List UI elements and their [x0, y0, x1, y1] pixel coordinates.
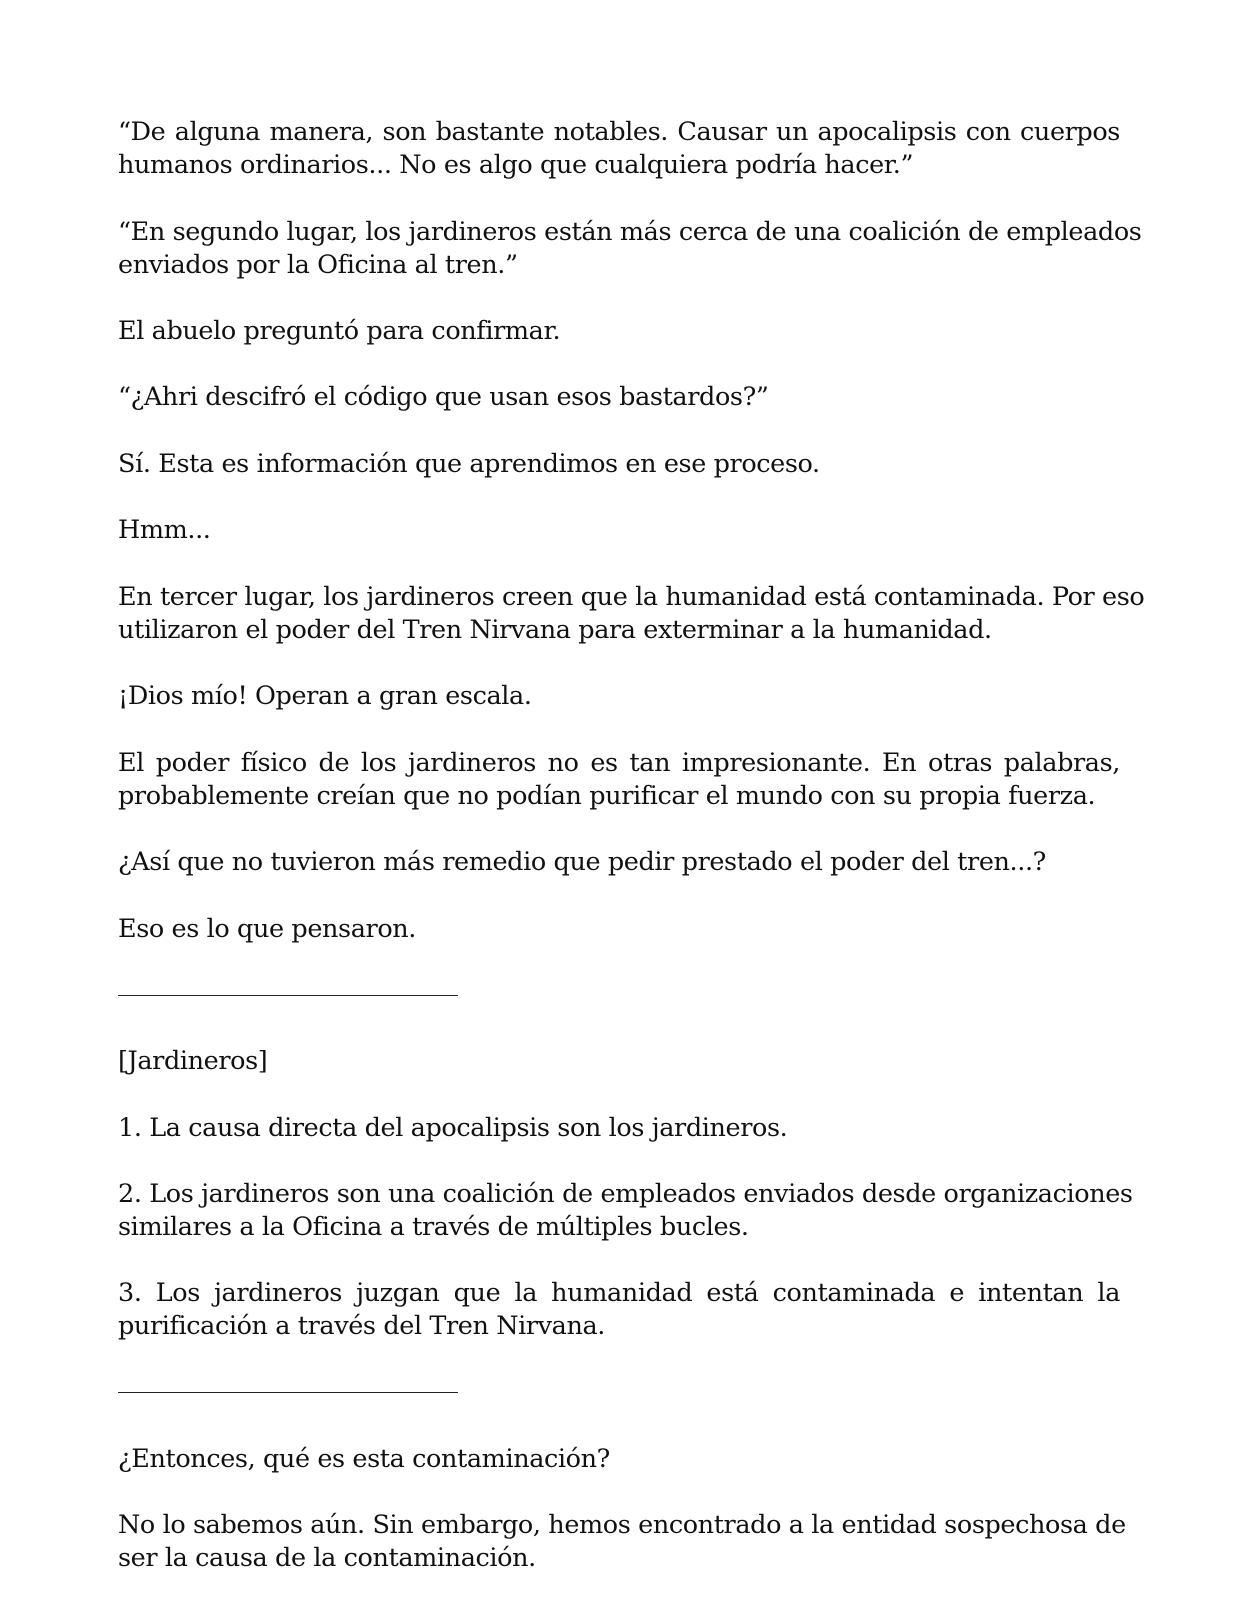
paragraph [118, 581, 1145, 647]
paragraph [118, 1443, 1120, 1476]
paragraph-line: ¿Entonces, qué es esta contaminación? [118, 1444, 610, 1474]
paragraph [118, 448, 1120, 481]
section-heading [118, 1045, 1120, 1078]
paragraph [118, 747, 1120, 813]
paragraph-line: probablemente creían que no podían purificar el mundo con su propia fuerza. [118, 781, 1096, 811]
paragraph [118, 680, 1120, 713]
section-separator [118, 1392, 458, 1393]
list-item [118, 1277, 1120, 1343]
paragraph-line: ¿Así que no tuvieron más remedio que pedir prestado el poder del tren...? [118, 847, 1046, 877]
paragraph [118, 913, 1120, 946]
section-separator [118, 995, 458, 996]
paragraph-line: Hmm... [118, 515, 211, 545]
paragraph [118, 1509, 1126, 1575]
paragraph-line: 1. La causa directa del apocalipsis son los jardineros. [118, 1113, 788, 1143]
paragraph [118, 116, 1120, 182]
paragraph [118, 216, 1142, 282]
paragraph-line: No lo sabemos aún. Sin embargo, hemos encontrado a la entidad sospechosa de [118, 1510, 1126, 1540]
paragraph-line: El poder físico de los jardineros no es tan impresionante. En otras palabras, [118, 748, 1120, 778]
paragraph-line: El abuelo preguntó para confirmar. [118, 316, 561, 346]
paragraph-line: ser la causa de la contaminación. [118, 1543, 536, 1573]
paragraph [118, 514, 1120, 547]
paragraph-line: [Jardineros] [118, 1046, 268, 1076]
list-item [118, 1112, 1120, 1145]
paragraph-line: “En segundo lugar, los jardineros están más cerca de una coalición de empleados [118, 217, 1142, 247]
paragraph [118, 846, 1120, 879]
paragraph-line: Sí. Esta es información que aprendimos en ese proceso. [118, 449, 820, 479]
paragraph-line: purificación a través del Tren Nirvana. [118, 1311, 606, 1341]
paragraph-line: humanos ordinarios... No es algo que cualquiera podría hacer.” [118, 150, 914, 180]
paragraph-line: similares a la Oficina a través de múltiples bucles. [118, 1212, 749, 1242]
list-item [118, 1178, 1133, 1244]
paragraph-line: 2. Los jardineros son una coalición de empleados enviados desde organizaciones [118, 1179, 1133, 1209]
paragraph-line: ¡Dios mío! Operan a gran escala. [118, 681, 532, 711]
paragraph [118, 381, 1120, 414]
paragraph-line: enviados por la Oficina al tren.” [118, 250, 518, 280]
paragraph [118, 315, 1120, 348]
paragraph-line: 3. Los jardineros juzgan que la humanidad está contaminada e intentan la [118, 1278, 1120, 1308]
paragraph-line: En tercer lugar, los jardineros creen que la humanidad está contaminada. Por eso [118, 582, 1145, 612]
paragraph-line: utilizaron el poder del Tren Nirvana para exterminar a la humanidad. [118, 615, 992, 645]
paragraph-line: “De alguna manera, son bastante notables. Causar un apocalipsis con cuerpos [118, 117, 1120, 147]
paragraph-line: “¿Ahri descifró el código que usan esos bastardos?” [118, 382, 769, 412]
paragraph-line: Eso es lo que pensaron. [118, 914, 416, 944]
